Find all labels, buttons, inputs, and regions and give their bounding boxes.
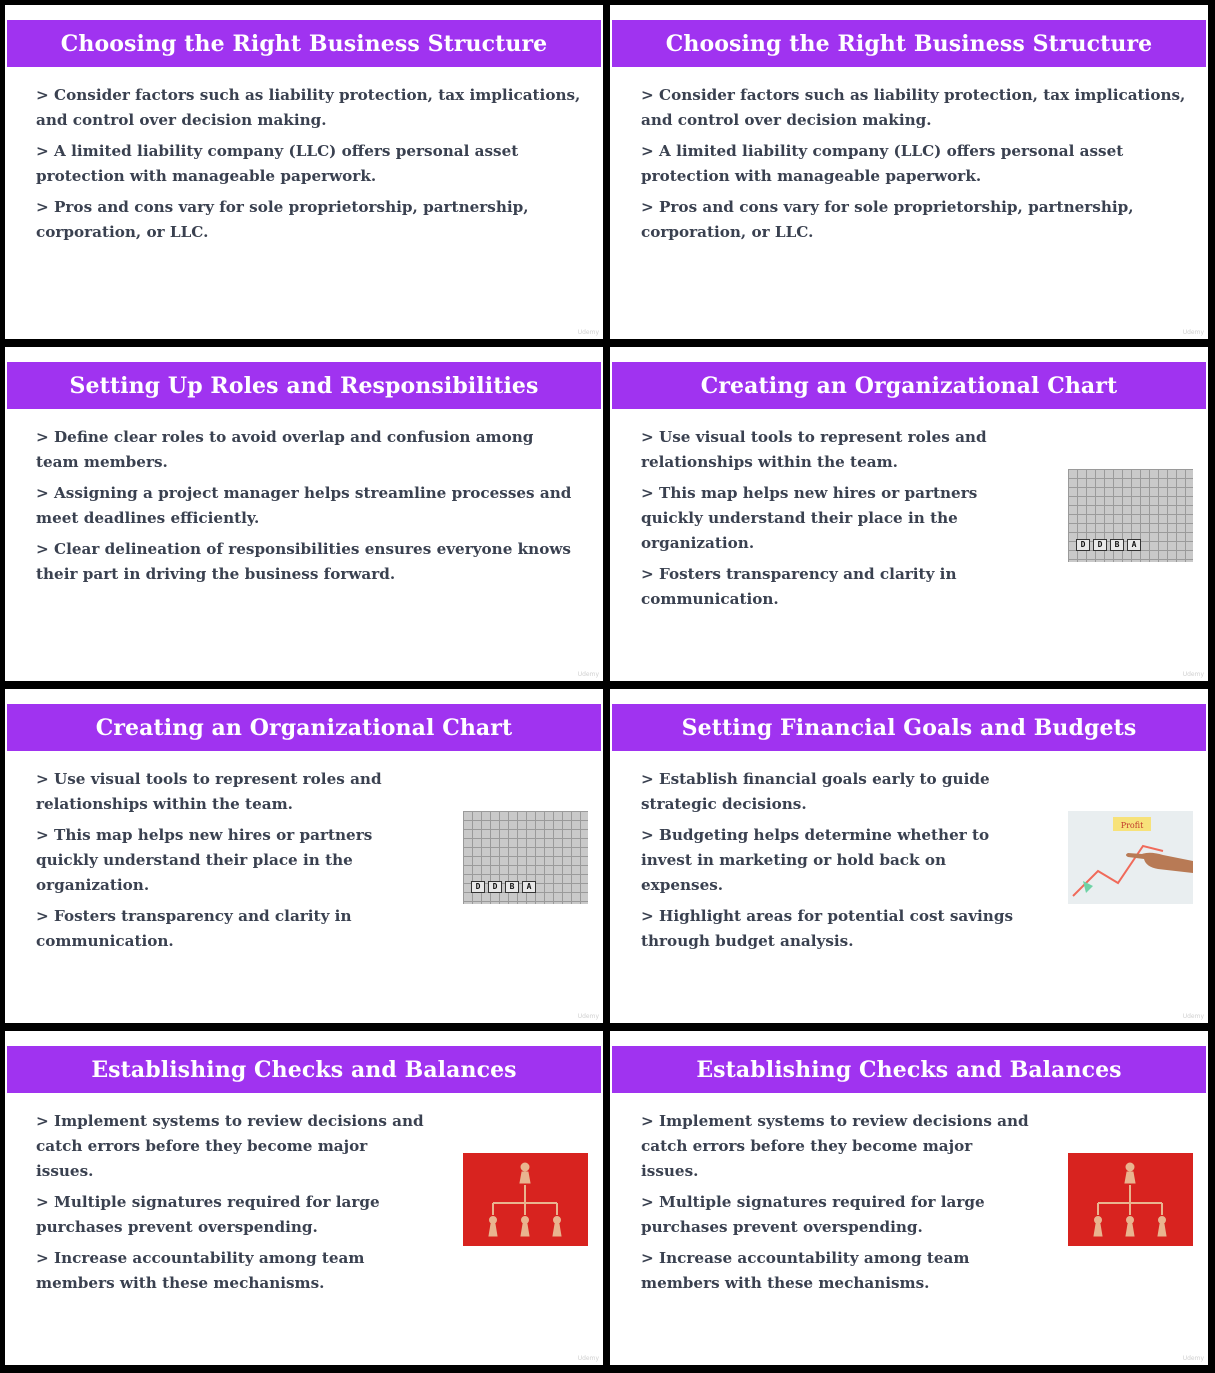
- bullet-item: > Increase accountability among team members with these mechanisms.: [641, 1249, 970, 1292]
- slide-3[interactable]: [5, 347, 603, 681]
- slide-title: Choosing the Right Business Structure: [7, 20, 601, 67]
- grid-paper-image: [1068, 469, 1193, 562]
- red-hierarchy-image: [463, 1153, 588, 1246]
- bullet-item: > Fosters transparency and clarity in communication.: [641, 565, 957, 608]
- letter-tile: A: [522, 881, 536, 893]
- watermark: Udemy: [1182, 1355, 1204, 1362]
- slide-5[interactable]: [5, 689, 603, 1023]
- slide-title: Creating an Organizational Chart: [612, 362, 1206, 409]
- profit-hand-image: [1068, 811, 1193, 904]
- slide-2[interactable]: [610, 5, 1208, 339]
- letter-tile: D: [1093, 539, 1107, 551]
- slide-title: Establishing Checks and Balances: [7, 1046, 601, 1093]
- letter-tile: B: [1110, 539, 1124, 551]
- slide-title: Setting Up Roles and Responsibilities: [7, 362, 601, 409]
- watermark: Udemy: [1182, 671, 1204, 678]
- letter-tile: A: [1127, 539, 1141, 551]
- hand-shape: [1126, 853, 1193, 873]
- bullet-list: [36, 83, 581, 251]
- hierarchy-illustration: [1068, 1153, 1193, 1246]
- hierarchy-illustration: [463, 1153, 588, 1246]
- bullet-item: > Implement systems to review decisions and catch errors before they become major issues.: [641, 1112, 1029, 1180]
- bullet-item: > Consider factors such as liability protection, tax implications, and control over decision making.: [36, 86, 581, 129]
- bullet-item: > Clear delineation of responsibilities ensures everyone knows their part in driving the business forward.: [36, 540, 571, 583]
- slide-8[interactable]: [610, 1031, 1208, 1365]
- bullet-item: > Multiple signatures required for large purchases prevent overspending.: [641, 1193, 985, 1236]
- red-hierarchy-image: [1068, 1153, 1193, 1246]
- watermark: Udemy: [577, 671, 599, 678]
- bullet-list: [641, 1109, 1031, 1302]
- watermark: Udemy: [1182, 1013, 1204, 1020]
- letter-tile: D: [1076, 539, 1090, 551]
- slide-4[interactable]: [610, 347, 1208, 681]
- bullet-item: > Implement systems to review decisions and catch errors before they become major issues.: [36, 1112, 424, 1180]
- bullet-item: > Establish financial goals early to guide strategic decisions.: [641, 770, 990, 813]
- bullet-item: > Budgeting helps determine whether to invest in marketing or hold back on expenses.: [641, 826, 990, 894]
- slide-title: Creating an Organizational Chart: [7, 704, 601, 751]
- bullet-list: [36, 767, 426, 960]
- slide-1[interactable]: [5, 5, 603, 339]
- bullet-list: [36, 1109, 426, 1302]
- bullet-list: [641, 425, 1031, 618]
- bullet-list: [641, 83, 1186, 251]
- slide-7[interactable]: [5, 1031, 603, 1365]
- bullet-item: > A limited liability company (LLC) offers personal asset protection with manageable paperwork.: [641, 142, 1124, 185]
- bullet-item: > Increase accountability among team members with these mechanisms.: [36, 1249, 365, 1292]
- bullet-item: > Multiple signatures required for large purchases prevent overspending.: [36, 1193, 380, 1236]
- paper-shape: [1083, 881, 1093, 893]
- bullet-item: > Pros and cons vary for sole proprietorship, partnership, corporation, or LLC.: [36, 198, 529, 241]
- watermark: Udemy: [577, 329, 599, 336]
- bullet-item: > This map helps new hires or partners quickly understand their place in the organization.: [641, 484, 978, 552]
- watermark: Udemy: [1182, 329, 1204, 336]
- watermark: Udemy: [577, 1355, 599, 1362]
- slide-6[interactable]: [610, 689, 1208, 1023]
- bullet-item: > A limited liability company (LLC) offers personal asset protection with manageable paperwork.: [36, 142, 519, 185]
- grid-paper-image: [463, 811, 588, 904]
- letter-tile: B: [505, 881, 519, 893]
- bullet-item: > Consider factors such as liability protection, tax implications, and control over decision making.: [641, 86, 1186, 129]
- letter-tiles: [471, 881, 536, 893]
- bullet-item: > Fosters transparency and clarity in communication.: [36, 907, 352, 950]
- slide-title: Choosing the Right Business Structure: [612, 20, 1206, 67]
- bullet-item: > Define clear roles to avoid overlap and confusion among team members.: [36, 428, 534, 471]
- bullet-item: > Assigning a project manager helps streamline processes and meet deadlines efficiently.: [36, 484, 572, 527]
- bullet-item: > This map helps new hires or partners quickly understand their place in the organization.: [36, 826, 373, 894]
- letter-tiles: [1076, 539, 1141, 551]
- profit-hand-illustration: [1068, 811, 1193, 904]
- bullet-list: [36, 425, 581, 593]
- bullet-item: > Highlight areas for potential cost savings through budget analysis.: [641, 907, 1014, 950]
- letter-tile: D: [471, 881, 485, 893]
- letter-tile: D: [488, 881, 502, 893]
- bullet-item: > Use visual tools to represent roles and relationships within the team.: [36, 770, 382, 813]
- slide-title: Setting Financial Goals and Budgets: [612, 704, 1206, 751]
- slide-title: Establishing Checks and Balances: [612, 1046, 1206, 1093]
- bullet-item: > Use visual tools to represent roles and relationships within the team.: [641, 428, 987, 471]
- watermark: Udemy: [577, 1013, 599, 1020]
- profit-label: Profit: [1120, 821, 1144, 830]
- bullet-list: [641, 767, 1031, 960]
- bullet-item: > Pros and cons vary for sole proprietorship, partnership, corporation, or LLC.: [641, 198, 1134, 241]
